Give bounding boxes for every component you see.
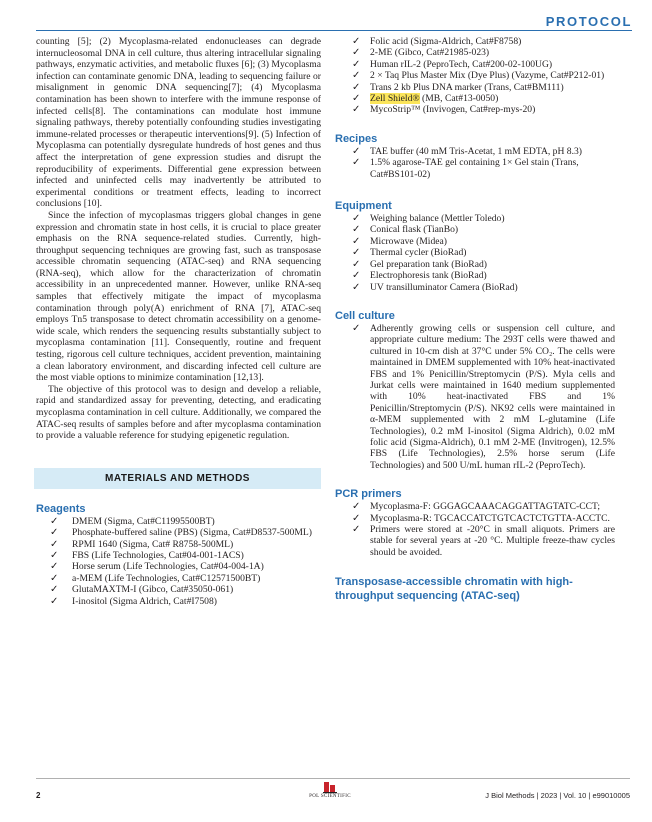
body-paragraph: Since the infection of mycoplasmas triggers global changes in gene expression and chromatin state in host cells, it is crucial to place greater emphasis on the RNA sequence-related studies. Currently, high-throughput sequencing techniques are growing fast, such as transposase accessible chromatin sequencing (ATAC-seq) and RNA sequencing (RNA-seq), which allow for the characterization of chromatin accessibility in an unprecedented manner. However, unlike RNA-seq samples that effectively mitigate the impact of mycoplasma contamination through poly(A) enrichment of RNA [7], ATAC-seq employs Tn5 transposase to detect chromatin accessibility on a genome-wide scale, which renders the sequencing results substantially subject to mycoplasma contamination [11]. Consequently, routine and frequent testing, rigorous cell culture techniques, accident prevention, maintaining a clean laboratory environment, and discarding infected cell culture are the most viable options to minimize contamination [12,13]. (36, 209, 321, 384)
check-icon: ✓ (352, 157, 361, 169)
pcr-primers-list (335, 501, 615, 558)
reagents-list-continued (335, 36, 615, 116)
check-icon: ✓ (50, 527, 59, 539)
check-icon: ✓ (50, 550, 59, 561)
list-item: ✓ GlutaMAXTM-I (Gibco, Cat#35050-061) (50, 584, 234, 596)
list-item: ✓ Weighing balance (Mettler Toledo) (352, 213, 505, 225)
check-icon: ✓ (50, 595, 59, 607)
publisher-name: POL SCIENTIFIC (309, 794, 351, 799)
check-icon: ✓ (352, 93, 361, 105)
materials-methods-banner: MATERIALS AND METHODS (34, 468, 321, 489)
cell-culture-heading: Cell culture (335, 309, 395, 322)
check-icon: ✓ (352, 322, 361, 334)
publisher-mark (300, 780, 360, 799)
check-icon: ✓ (352, 81, 361, 93)
list-item: ✓ Thermal cycler (BioRad) (352, 247, 467, 259)
reagents-list (36, 516, 321, 607)
recipes-list (335, 146, 615, 180)
check-icon: ✓ (352, 58, 361, 70)
list-item: ✓ Trans 2 kb Plus DNA marker (Trans, Cat#BM111) (352, 81, 564, 93)
list-item: ✓ Human rIL-2 (PeproTech, Cat#200-02-100UG) (352, 58, 553, 70)
reagents-heading: Reagents (36, 502, 86, 515)
check-icon: ✓ (352, 258, 361, 270)
body-paragraph: counting [5]; (2) Mycoplasma-related endonucleases can degrade internucleosomal DNA in cell culture, thus altering intracellular signaling pathways, enzymatic activities, and metabolic fluxes [6]; (3) Mycoplasma infection can contaminate genomic DNA, leading to sequencing failure or misalignment in genomic DNA sequencing[7]; (4) Mycoplasma contamination has been shown to interfere with the immune response of infected cells[8]. The contaminations can modulate host immune signaling pathways, thereby potentially confounding studies investigating immune-related processes or therapeutic interventions[9]. (5) Infection of Mycoplasma can potentially dysregulate hundreds of host genes and thus affect the interpretation of gene expression studies and disrupt the reproducibility of experiments. Differential gene expression between infected and uninfected cells may inadvertently be attributed to experimental conditions or treatment effects, leading to incorrect conclusions [10]. (36, 36, 321, 210)
check-icon: ✓ (352, 270, 361, 282)
check-icon: ✓ (352, 47, 361, 59)
list-item: ✓ Microwave (Midea) (352, 235, 447, 247)
atac-seq-heading: Transposase-accessible chromatin with high-throughput sequencing (ATAC-seq) (335, 576, 573, 603)
page-section-label: PROTOCOL (545, 14, 632, 29)
list-item: ✓ UV transilluminator Camera (BioRad) (352, 281, 518, 293)
equipment-heading: Equipment (335, 200, 392, 213)
recipes-heading: Recipes (335, 132, 378, 145)
check-icon: ✓ (50, 561, 59, 573)
list-item: ✓ TAE buffer (40 mM Tris-Acetat, 1 mM EDTA, pH 8.3) (352, 145, 582, 157)
right-column (335, 36, 615, 603)
check-icon: ✓ (50, 515, 59, 527)
highlighted-text: Zell Shield® (370, 93, 420, 105)
list-item: ✓ a-MEM (Life Technologies, Cat#C12571500BT) (50, 572, 261, 584)
list-item: ✓ DMEM (Sigma, Cat#C11995500BT) (50, 515, 215, 527)
check-icon: ✓ (352, 281, 361, 293)
list-item: ✓ Adherently growing cells or suspension cell culture, and appropriate culture medium: The 293T cells were thawed and cultured in 10-cm dish at 37°C under 5% CO₂. The cells were maintained in DMEM supplemented with 10% heat-inactivated FBS and 1% Penicillin/Streptomycin (P/S). Myla cells and Jurkat cells were maintained in 1640 medium supplemented with 10% heat-inactivated FBS and 1% Penicillin/Streptomycin (P/S). NK92 cells were maintained in α-MEM supplemented with 2 mM L-glutamine (Life Technologies), 0.2 mM I-inositol (Sigma Aldrich), 0.02 mM folic acid (Sigma-Aldrich), 0.1 mM 2-ME (Invitrogen), 12.5% FBS (Life Technologies), 2.5% horse serum (Life Technologies) and 500 U/mL human rIL-2 (PeproTech). (352, 322, 615, 471)
list-item: ✓ Horse serum (Life Technologies, Cat#04-004-1A) (50, 561, 264, 573)
check-icon: ✓ (352, 512, 361, 524)
journal-reference: J Biol Methods | 2023 | Vol. 10 | e99010005 (485, 791, 630, 800)
list-item: ✓ Gel preparation tank (BioRad) (352, 258, 487, 270)
list-item: ✓ 2 × Taq Plus Master Mix (Dye Plus) (Vazyme, Cat#P212-01) (352, 70, 605, 82)
check-icon: ✓ (50, 572, 59, 584)
list-item: ✓ Zell Shield® (MB, Cat#13-0050) (352, 93, 499, 105)
list-item: ✓ Conical flask (TianBo) (352, 224, 459, 236)
check-icon: ✓ (352, 247, 361, 259)
list-item: ✓ Folic acid (Sigma-Aldrich, Cat#F8758) (352, 36, 522, 47)
check-icon: ✓ (352, 235, 361, 247)
list-item: ✓ MycoStrip™ (Invivogen, Cat#rep-mys-20) (352, 104, 536, 116)
cell-culture-list (335, 323, 615, 471)
publisher-logo-icon (322, 780, 338, 794)
footer-rule (36, 778, 630, 779)
check-icon: ✓ (352, 213, 361, 225)
check-icon: ✓ (50, 584, 59, 596)
check-icon: ✓ (352, 104, 361, 116)
check-icon: ✓ (352, 36, 361, 47)
check-icon: ✓ (352, 70, 361, 82)
list-item: ✓ Electrophoresis tank (BioRad) (352, 270, 487, 282)
list-item: ✓ Mycoplasma-R: TGCACCATCTGTCACTCTGTTA-ACCTC. (352, 512, 610, 524)
check-icon: ✓ (352, 524, 361, 535)
list-item: ✓ Primers were stored at -20°C in small aliquots. Primers are stable for several years at -20 °C. Multiple freeze-thaw cycles should be avoided. (352, 524, 615, 558)
check-icon: ✓ (352, 501, 361, 513)
list-item: ✓ 2-ME (Gibco, Cat#21985-023) (352, 47, 490, 59)
left-column (36, 36, 321, 607)
list-item: ✓ 1.5% agarose-TAE gel containing 1× Gel stain (Trans, Cat#BS101-02) (352, 157, 579, 180)
body-paragraph: The objective of this protocol was to design and develop a reliable, rapid and standardized assay for preventing, detecting, and eradicating mycoplasma contamination in cell culture. Additionally, we compared the ATAC-seq results of samples before and after mycoplasma contamination to provide a valuable reference for studying epigenetic regulation. (36, 383, 321, 442)
check-icon: ✓ (352, 145, 361, 157)
header-rule (36, 30, 632, 31)
list-item: ✓ RPMI 1640 (Sigma, Cat# R8758-500ML) (50, 538, 234, 550)
page-number: 2 (36, 791, 41, 800)
check-icon: ✓ (352, 224, 361, 236)
list-item: ✓ FBS (Life Technologies, Cat#04-001-1ACS) (50, 550, 244, 561)
list-item: ✓ Mycoplasma-F: GGGAGCAAACAGGATTAGTATC-CCT; (352, 501, 601, 513)
list-item: ✓ Phosphate-buffered saline (PBS) (Sigma, Cat#D8537-500ML) (50, 527, 312, 539)
equipment-list (335, 213, 615, 293)
pcr-primers-heading: PCR primers (335, 488, 402, 501)
check-icon: ✓ (50, 538, 59, 550)
list-item: ✓ I-inositol (Sigma Aldrich, Cat#I7508) (50, 595, 217, 607)
